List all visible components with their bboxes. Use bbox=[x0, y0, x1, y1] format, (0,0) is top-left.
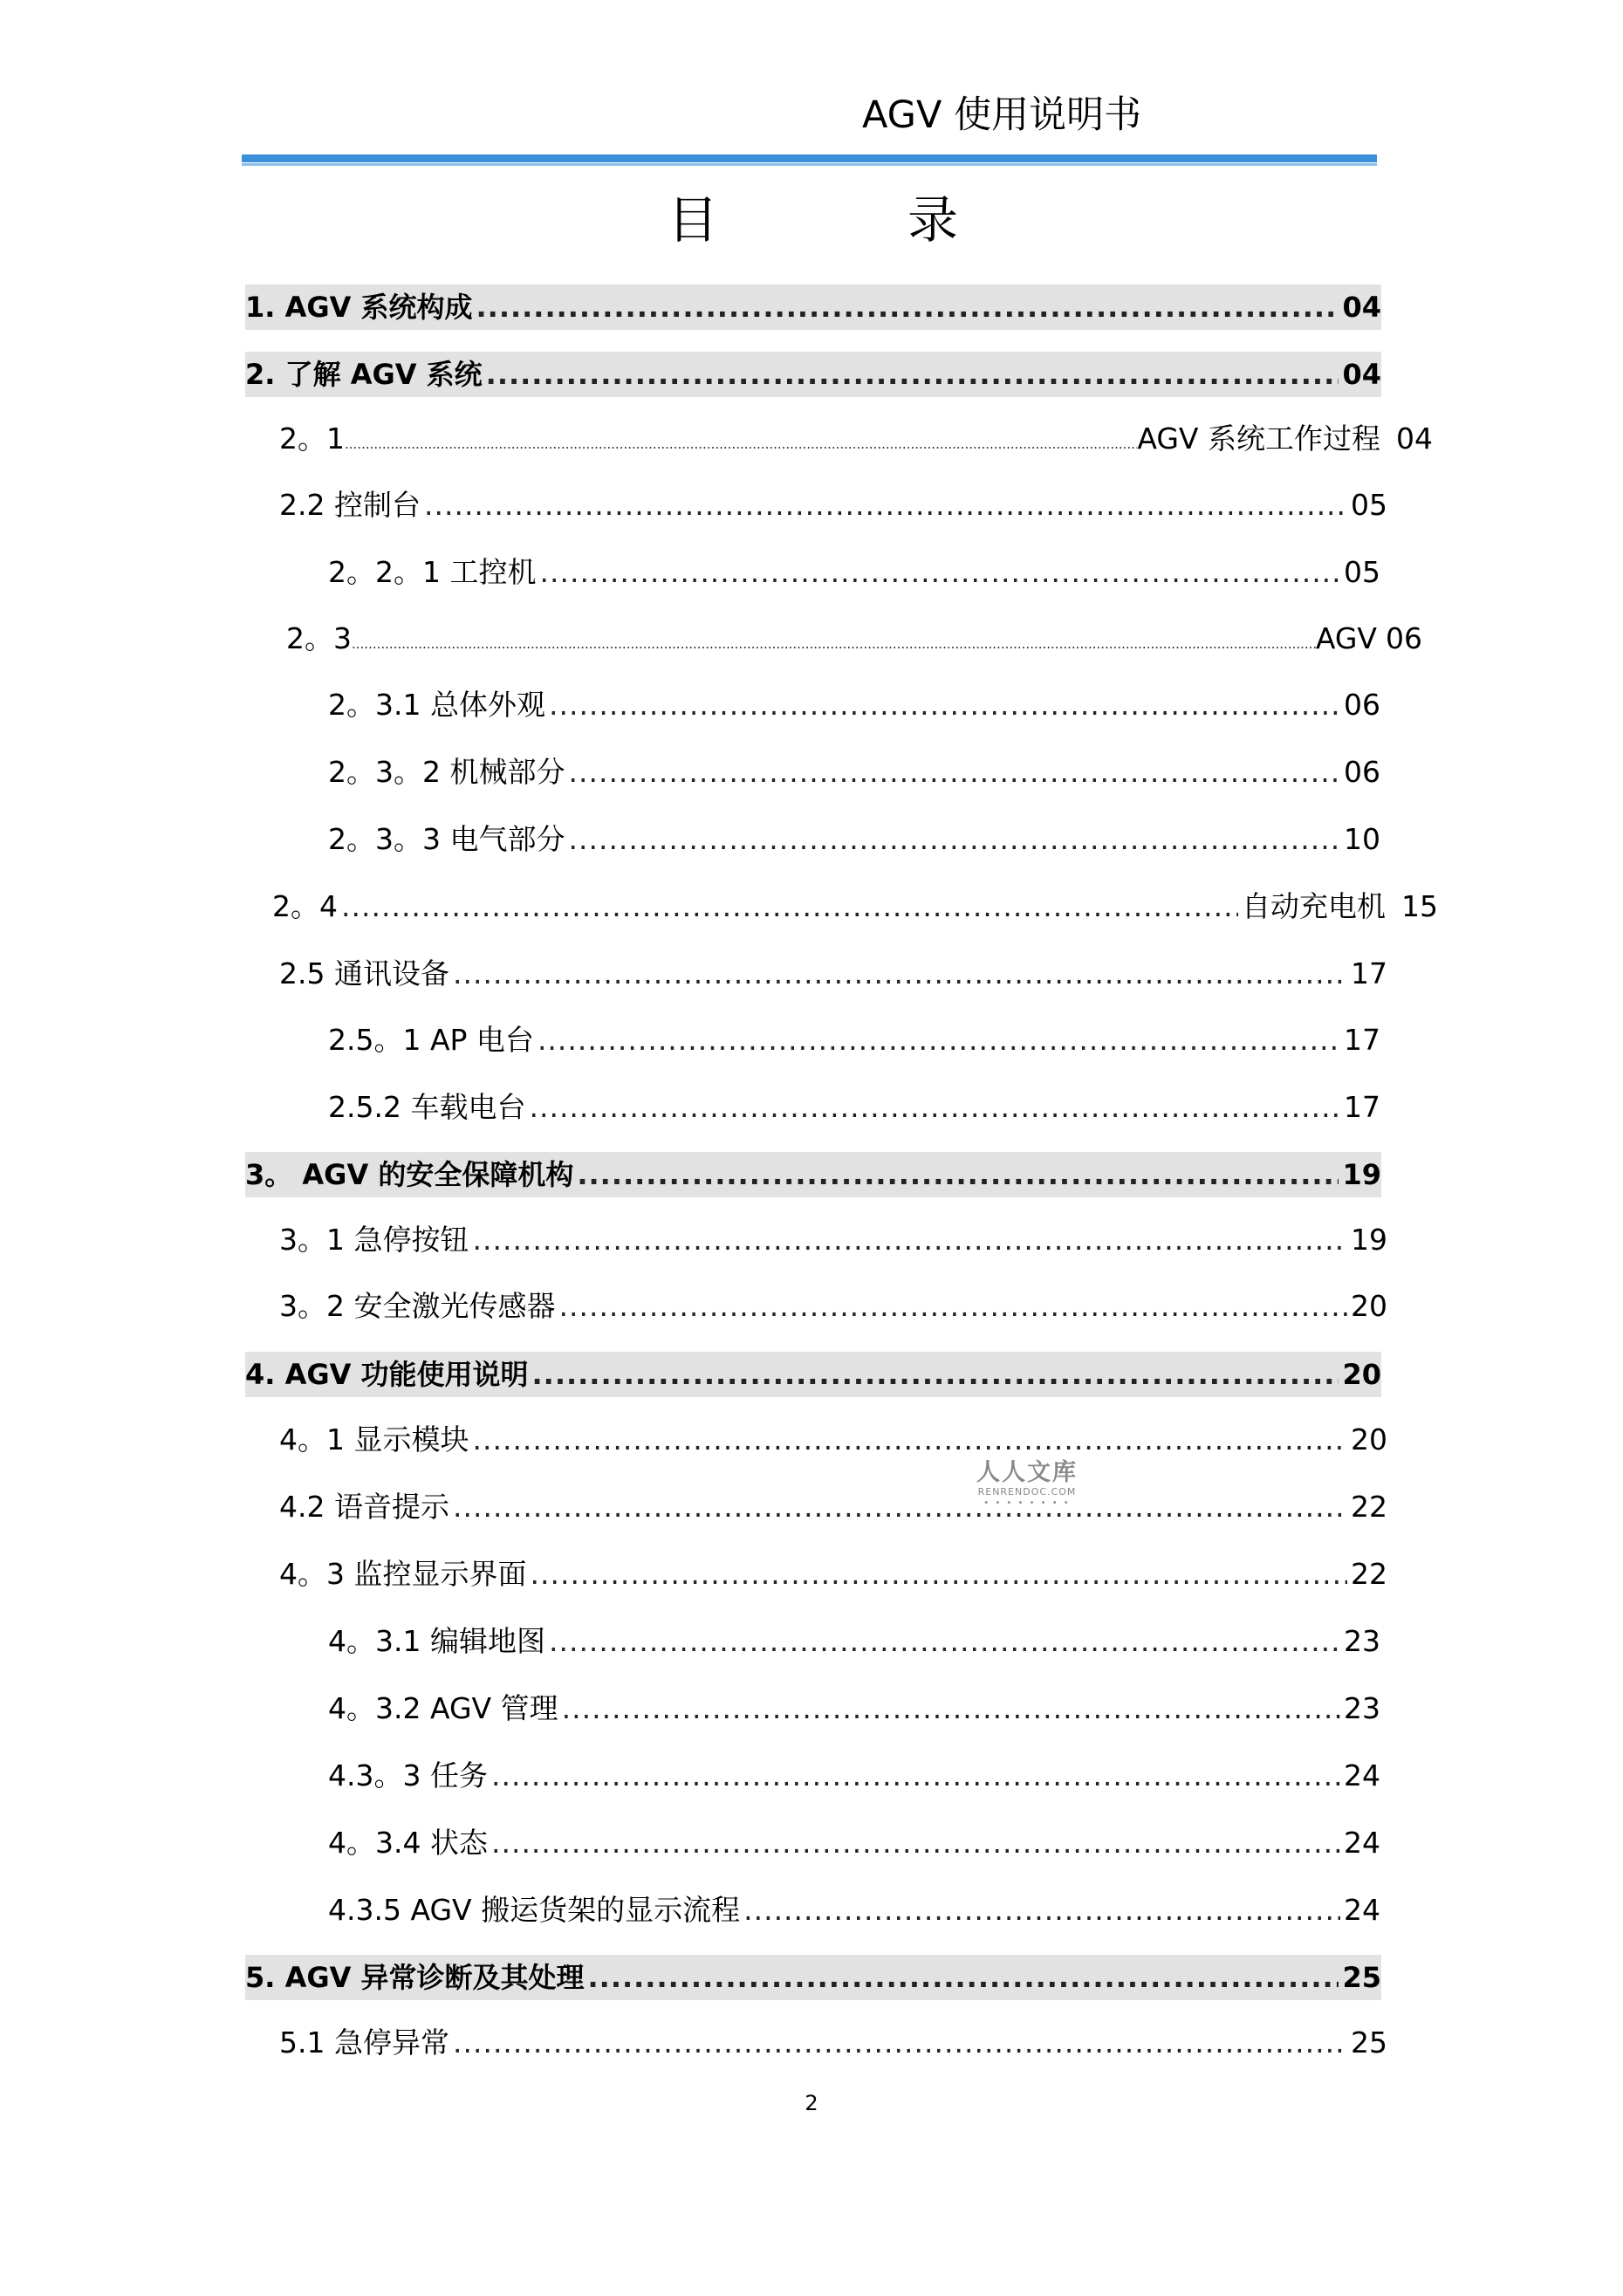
document-header-title: AGV 使用说明书 bbox=[862, 93, 1142, 137]
toc-entry[interactable] bbox=[279, 2020, 1387, 2066]
toc-entry-page: 10 bbox=[1344, 822, 1380, 856]
toc-entry-page: 24 bbox=[1344, 1826, 1380, 1860]
toc-leader-dots bbox=[549, 1619, 1340, 1664]
toc-entry-page: 06 bbox=[1344, 688, 1380, 722]
toc-entry[interactable] bbox=[245, 1955, 1381, 2000]
toc-entry[interactable] bbox=[328, 1018, 1380, 1063]
toc-entry-prefix: 2。3 bbox=[286, 621, 352, 655]
toc-entry-page: 05 bbox=[1344, 555, 1380, 589]
toc-entry[interactable] bbox=[279, 1552, 1387, 1597]
toc-leader-dots bbox=[549, 682, 1340, 728]
toc-entry-title: 4.3。3 任务 bbox=[328, 1758, 488, 1792]
toc-entry[interactable] bbox=[328, 1820, 1380, 1866]
toc-leader-dots bbox=[453, 1484, 1347, 1530]
toc-entry-title: 3。1 急停按钮 bbox=[279, 1223, 469, 1257]
toc-entry-page: 06 bbox=[1344, 755, 1380, 789]
toc-leader-dots bbox=[532, 1352, 1339, 1397]
toc-entry-prefix: 2。4 bbox=[272, 889, 338, 923]
toc-entry-title: 4。1 显示模块 bbox=[279, 1422, 469, 1456]
toc-entry-prefix: 2。1 bbox=[279, 422, 345, 456]
watermark-url: RENRENDOC.COM bbox=[977, 1486, 1077, 1498]
toc-leader-dots bbox=[453, 2020, 1347, 2066]
toc-entry-title: 2。3。2 机械部分 bbox=[328, 755, 565, 789]
toc-entry-title: 4. AGV 功能使用说明 bbox=[245, 1358, 529, 1391]
toc-entry-page: 23 bbox=[1344, 1624, 1380, 1658]
toc-leader-dots bbox=[558, 1284, 1347, 1329]
toc-entry[interactable] bbox=[245, 352, 1381, 397]
toc-entry-page: 04 bbox=[1396, 422, 1433, 456]
toc-entry[interactable] bbox=[245, 1152, 1381, 1197]
toc-entry-page: 15 bbox=[1401, 889, 1438, 923]
toc-entry[interactable] bbox=[279, 483, 1387, 528]
toc-entry-page: 22 bbox=[1351, 1557, 1387, 1591]
toc-entry-page: 20 bbox=[1342, 1358, 1381, 1391]
toc-entry-title: 4。3 监控显示界面 bbox=[279, 1557, 527, 1591]
toc-leader-dots bbox=[472, 1417, 1347, 1463]
toc-entry-title: 4。3.2 AGV 管理 bbox=[328, 1691, 558, 1725]
toc-entry-title: 2.2 控制台 bbox=[279, 488, 421, 522]
toc-leader-dots bbox=[743, 1888, 1340, 1933]
watermark-logo bbox=[970, 1460, 1084, 1509]
toc-entry-page: 25 bbox=[1342, 1961, 1381, 1994]
toc-entry-page: 25 bbox=[1351, 2025, 1387, 2060]
toc-heading-char-1: 目 bbox=[668, 190, 719, 250]
toc-entry-page: 17 bbox=[1344, 1090, 1380, 1124]
toc-entry-title: 2.5。1 AP 电台 bbox=[328, 1023, 534, 1057]
toc-entry[interactable] bbox=[328, 550, 1380, 595]
toc-entry-title: 1. AGV 系统构成 bbox=[245, 291, 473, 324]
toc-entry[interactable] bbox=[328, 1619, 1380, 1664]
toc-leader-dots bbox=[539, 550, 1340, 595]
toc-leader-dots bbox=[352, 621, 1316, 661]
toc-entry[interactable] bbox=[279, 1217, 1387, 1263]
toc-entry[interactable] bbox=[328, 750, 1380, 795]
toc-leader-dots bbox=[345, 422, 1137, 462]
toc-entry-title: 2.5.2 车载电台 bbox=[328, 1090, 526, 1124]
toc-entry-page: 04 bbox=[1342, 358, 1381, 391]
toc-entry[interactable] bbox=[328, 1085, 1380, 1130]
page-number: 2 bbox=[805, 2091, 818, 2115]
toc-leader-dots bbox=[577, 1152, 1339, 1197]
toc-entry-page: 06 bbox=[1386, 621, 1422, 655]
toc-entry[interactable] bbox=[279, 951, 1387, 997]
toc-entry-title: 5.1 急停异常 bbox=[279, 2025, 449, 2060]
toc-leader-dots bbox=[538, 1018, 1340, 1063]
watermark-dots: • • • • • • • • bbox=[983, 1498, 1071, 1508]
toc-entry-title: AGV bbox=[1315, 621, 1377, 655]
toc-entry-title: 4。3.4 状态 bbox=[328, 1826, 488, 1860]
toc-entry-page: 23 bbox=[1344, 1691, 1380, 1725]
toc-entry-title: 3。 AGV 的安全保障机构 bbox=[245, 1158, 574, 1191]
toc-entry-page: 04 bbox=[1342, 291, 1381, 324]
toc-entry-title: 4.3.5 AGV 搬运货架的显示流程 bbox=[328, 1893, 741, 1927]
toc-entry-title: 2. 了解 AGV 系统 bbox=[245, 358, 483, 391]
toc-entry-page: 22 bbox=[1351, 1490, 1387, 1524]
toc-leader-dots bbox=[476, 284, 1339, 330]
toc-leader-dots bbox=[568, 817, 1340, 862]
toc-entry[interactable] bbox=[328, 682, 1380, 728]
toc-leader-dots bbox=[530, 1552, 1347, 1597]
toc-entry-page: 05 bbox=[1351, 488, 1387, 522]
toc-entry[interactable] bbox=[328, 817, 1380, 862]
toc-leader-dots bbox=[529, 1085, 1340, 1130]
toc-entry-title: 2。2。1 工控机 bbox=[328, 555, 537, 589]
toc-entry-page: 17 bbox=[1351, 956, 1387, 990]
toc-leader-dots bbox=[562, 1686, 1340, 1731]
toc-entry-page: 19 bbox=[1351, 1223, 1387, 1257]
toc-entry-title: AGV 系统工作过程 bbox=[1137, 422, 1380, 456]
toc-leader-dots bbox=[588, 1955, 1339, 2000]
toc-entry-page: 19 bbox=[1342, 1158, 1381, 1191]
toc-entry-page: 24 bbox=[1344, 1893, 1380, 1927]
toc-entry[interactable] bbox=[328, 1686, 1380, 1731]
toc-heading-char-2: 录 bbox=[907, 190, 959, 250]
toc-entry[interactable] bbox=[245, 284, 1381, 330]
toc-entry-page: 20 bbox=[1351, 1289, 1387, 1323]
toc-entry-title: 自动充电机 bbox=[1242, 889, 1386, 923]
toc-entry[interactable] bbox=[328, 1753, 1380, 1799]
toc-entry[interactable] bbox=[279, 416, 1433, 462]
toc-entry[interactable] bbox=[279, 1484, 1387, 1530]
toc-leader-dots bbox=[453, 951, 1347, 997]
toc-entry[interactable] bbox=[328, 1888, 1380, 1933]
toc-entry[interactable] bbox=[279, 1284, 1387, 1329]
toc-entry-title: 3。2 安全激光传感器 bbox=[279, 1289, 556, 1323]
toc-entry[interactable] bbox=[245, 1352, 1381, 1397]
toc-entry-title: 5. AGV 异常诊断及其处理 bbox=[245, 1961, 585, 1994]
toc-leader-dots bbox=[486, 352, 1339, 397]
watermark-text: 人人文库 bbox=[976, 1459, 1078, 1486]
toc-leader-dots bbox=[491, 1820, 1340, 1866]
toc-entry-page: 24 bbox=[1344, 1758, 1380, 1792]
toc-entry[interactable] bbox=[279, 1417, 1387, 1463]
toc-leader-dots bbox=[472, 1217, 1347, 1263]
toc-entry-title: 4。3.1 编辑地图 bbox=[328, 1624, 545, 1658]
toc-entry[interactable] bbox=[286, 616, 1422, 661]
toc-leader-dots bbox=[568, 750, 1340, 795]
toc-entry[interactable] bbox=[272, 884, 1438, 929]
toc-leader-dots bbox=[424, 483, 1347, 528]
toc-leader-dots bbox=[341, 884, 1238, 929]
toc-entry-title: 2.5 通讯设备 bbox=[279, 956, 449, 990]
toc-entry-title: 2。3.1 总体外观 bbox=[328, 688, 545, 722]
toc-leader-dots bbox=[491, 1753, 1340, 1799]
toc-entry-title: 2。3。3 电气部分 bbox=[328, 822, 565, 856]
toc-entry-page: 17 bbox=[1344, 1023, 1380, 1057]
toc-entry-title: 4.2 语音提示 bbox=[279, 1490, 449, 1524]
toc-entry-page: 20 bbox=[1351, 1422, 1387, 1456]
